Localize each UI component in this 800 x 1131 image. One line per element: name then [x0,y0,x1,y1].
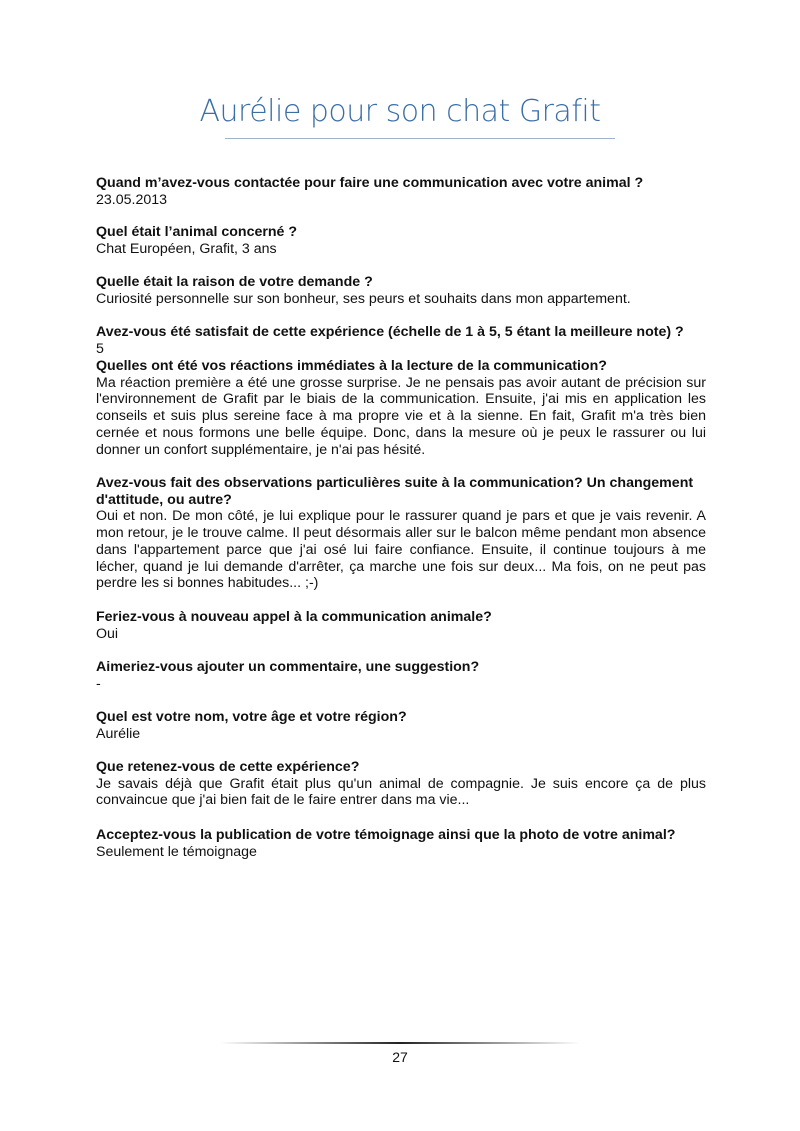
qa-item [96,827,706,860]
answer: Seulement le témoignage [96,843,257,860]
answer: Oui [96,625,119,642]
question: Quelles ont été vos réactions immédiates à la lecture de la communication? [96,358,607,374]
answer: Aurélie [96,725,141,742]
answer: Curiosité personnelle sur son bonheur, ses peurs et souhaits dans mon appartement. [96,290,631,307]
page-title: Aurélie pour son chat Grafit [199,94,601,129]
question: Quel était l’animal concerné ? [96,224,298,240]
qa-item [96,609,706,642]
title-divider [225,138,615,139]
qa-item [96,709,706,742]
qa-item [96,274,706,307]
question: Feriez-vous à nouveau appel à la communication animale? [96,609,492,625]
question: Quel est votre nom, votre âge et votre région? [96,709,407,725]
answer: Chat Européen, Grafit, 3 ans [96,240,277,257]
answer: Oui et non. De mon côté, je lui explique pour le rassurer quand je pars et que je vais revenir. A mon retour, je le trouve calme. Il peut désormais aller sur le balcon même pendant mon absence dans l'appartement parce que j'ai osé lui faire confiance. Ensuite, il continue toujours à me lécher, quand je lui demande d'arrêter, ça marche une fois sur deux... Ma fois, on ne peut pas perdre les si bonnes habitudes... ;-) [96,508,706,592]
question: Quand m’avez-vous contactée pour faire une communication avec votre animal ? [96,175,644,191]
qa-item [96,358,706,458]
question: Quelle était la raison de votre demande ? [96,274,373,290]
footer-divider [220,1042,580,1044]
question: Aimeriez-vous ajouter un commentaire, une suggestion? [96,659,480,675]
question: Acceptez-vous la publication de votre témoignage ainsi que la photo de votre animal? [96,827,676,843]
question: Avez-vous fait des observations particulières suite à la communication? Un changement d'attitude, ou autre? [96,475,694,508]
answer: 5 [96,340,104,357]
qa-item [96,324,706,357]
qa-item [96,224,706,257]
qa-item [96,475,706,592]
qa-item [96,759,706,809]
question: Avez-vous été satisfait de cette expérience (échelle de 1 à 5, 5 étant la meilleure note) ? [96,324,684,340]
question: Que retenez-vous de cette expérience? [96,759,360,775]
page-number: 27 [392,1049,408,1065]
answer: 23.05.2013 [96,191,168,208]
qa-item [96,659,706,692]
answer: - [96,675,101,692]
answer: Ma réaction première a été une grosse surprise. Je ne pensais pas avoir autant de précision sur l'environnement de Grafit par le biais de la communication. Ensuite, j'ai mis en application les conseils et suis plus sereine face à ma propre vie et à la sienne. En fait, Grafit m'a très bien cernée et nous formons une belle équipe. Donc, dans la mesure où je peux le rassurer ou lui donner un confort supplémentaire, je n'ai pas hésité. [96,374,706,458]
answer: Je savais déjà que Grafit était plus qu'un animal de compagnie. Je suis encore ça de plus convaincue que j'ai bien fait de le faire entrer dans ma vie... [96,775,706,809]
qa-item [96,175,706,208]
